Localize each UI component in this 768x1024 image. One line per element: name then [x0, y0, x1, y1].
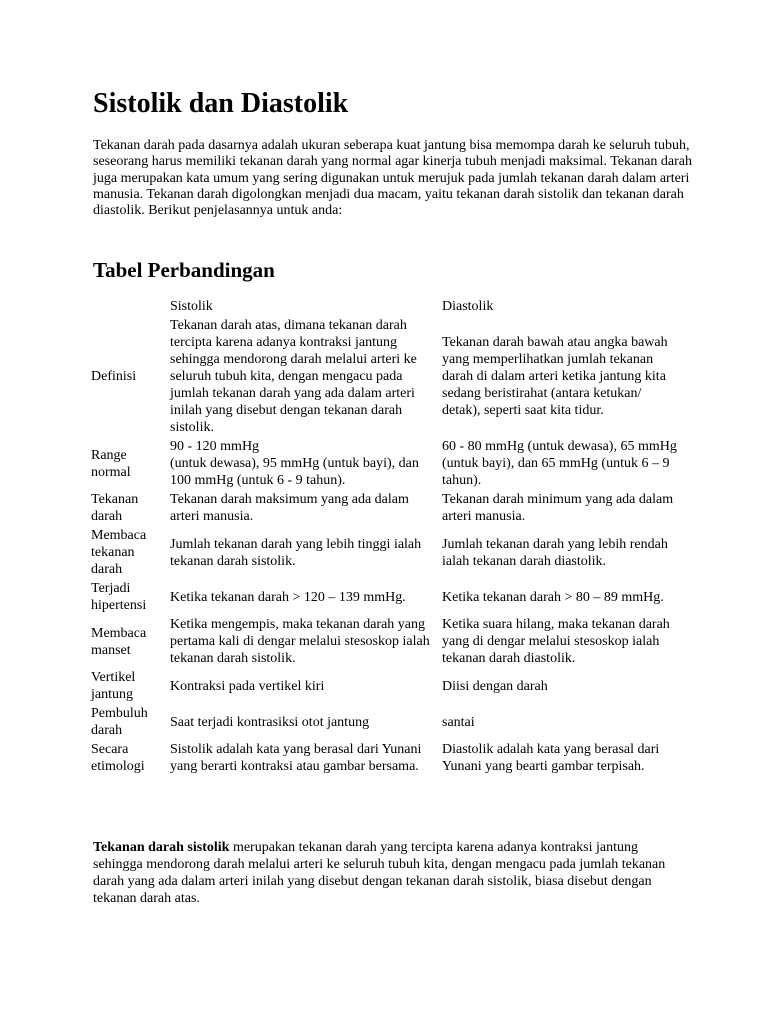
table-row [89, 704, 679, 740]
row-label: Membaca tekanan darah [91, 528, 147, 577]
table-row [89, 490, 679, 526]
diastolik-cell: Diisi dengan darah [442, 678, 548, 694]
diastolik-cell: Tekanan darah minimum yang ada dalam arteri manusia. [442, 492, 674, 524]
table-heading: Tabel Perbandingan [93, 258, 275, 282]
sistolik-cell: Jumlah tekanan darah yang lebih tinggi ialah tekanan darah sistolik. [170, 536, 422, 569]
row-label: Definisi [91, 369, 137, 384]
row-label: Secara etimologi [91, 742, 145, 774]
row-label: Vertikel jantung [91, 670, 136, 702]
row-label: Terjadi hipertensi [91, 581, 147, 613]
diastolik-cell: Ketika suara hilang, maka tekanan darah yang di dengar melalui stesoskop ialah tekanan darah diastolik. [442, 617, 670, 666]
sistolik-cell: Ketika mengempis, maka tekanan darah yang pertama kali di dengar melalui stesoskop ialah tekanan darah sistolik. [170, 617, 430, 666]
table-header-row [89, 297, 679, 316]
row-label: Pembuluh darah [91, 706, 148, 738]
table-row [89, 526, 679, 579]
intro-paragraph: Tekanan darah pada dasarnya adalah ukuran seberapa kuat jantung bisa memompa darah ke seluruh tubuh, seseorang harus memiliki tekanan darah yang normal agar kinerja tubuh menjadi maksimal. Tekanan darah juga merupakan kata umum yang sering digunakan untuk merujuk pada jumlah tekanan darah dalam arteri manusia. Tekanan darah digolongkan menjadi dua macam, yaitu tekanan darah sistolik dan tekanan darah diastolik. Berikut penjelasannya untuk anda: [93, 138, 692, 219]
comparison-table [89, 297, 679, 776]
header-cell-diastolik: Diastolik [442, 299, 494, 314]
diastolik-cell: 60 - 80 mmHg (untuk dewasa), 65 mmHg (untuk bayi), dan 65 mmHg (untuk 6 – 9 tahun). [442, 439, 677, 488]
diastolik-cell: Jumlah tekanan darah yang lebih rendah ialah tekanan darah diastolik. [442, 536, 668, 569]
page-title: Sistolik dan Diastolik [93, 88, 349, 119]
diastolik-cell: Tekanan darah bawah atau angka bawah yang memperlihatkan jumlah tekanan darah di dalam arteri ketika jantung kita sedang beristirahat (antara ketukan/ detak), seperti saat kita tidur. [442, 335, 668, 418]
row-label: Membaca manset [91, 625, 147, 658]
row-label: Range normal [91, 447, 131, 480]
table-row [89, 579, 679, 615]
outro-paragraph [93, 839, 683, 907]
table-row [89, 668, 679, 704]
header-cell-empty [89, 297, 168, 316]
table-row [89, 316, 679, 437]
sistolik-cell: Saat terjadi kontrasiksi otot jantung [170, 714, 370, 730]
diastolik-cell: Ketika tekanan darah > 80 – 89 mmHg. [442, 589, 664, 605]
table-row [89, 740, 679, 776]
row-label: Tekanan darah [91, 492, 139, 524]
table-row [89, 437, 679, 490]
outro-text: merupakan tekanan darah yang tercipta karena adanya kontraksi jantung sehingga mendorong darah melalui arteri ke seluruh tubuh kita, dengan mengacu pada jumlah tekanan darah yang ada dalam arteri inilah yang disebut dengan tekanan darah sistolik, biasa disebut dengan tekanan darah atas. [93, 840, 666, 906]
sistolik-cell: Tekanan darah maksimum yang ada dalam arteri manusia. [170, 492, 409, 524]
header-cell-sistolik: Sistolik [170, 299, 213, 314]
outro-bold-term: Tekanan darah sistolik [93, 840, 230, 855]
table-row [89, 615, 679, 668]
sistolik-cell: Tekanan darah atas, dimana tekanan darah tercipta karena adanya kontraksi jantung sehingga mendorong darah melalui arteri ke seluruh tubuh kita, dengan mengacu pada jumlah tekanan darah yang ada dalam arteri inilah yang disebut dengan tekanan darah sistolik. [170, 318, 417, 435]
diastolik-cell: santai [442, 714, 475, 730]
diastolik-cell: Diastolik adalah kata yang berasal dari Yunani yang bearti gambar terpisah. [442, 742, 660, 774]
sistolik-cell: Kontraksi pada vertikel kiri [170, 678, 325, 694]
sistolik-cell: 90 - 120 mmHg (untuk dewasa), 95 mmHg (untuk bayi), dan 100 mmHg (untuk 6 - 9 tahun). [170, 439, 419, 488]
sistolik-cell: Ketika tekanan darah > 120 – 139 mmHg. [170, 589, 406, 605]
sistolik-cell: Sistolik adalah kata yang berasal dari Yunani yang berarti kontraksi atau gambar bersama. [170, 742, 422, 774]
